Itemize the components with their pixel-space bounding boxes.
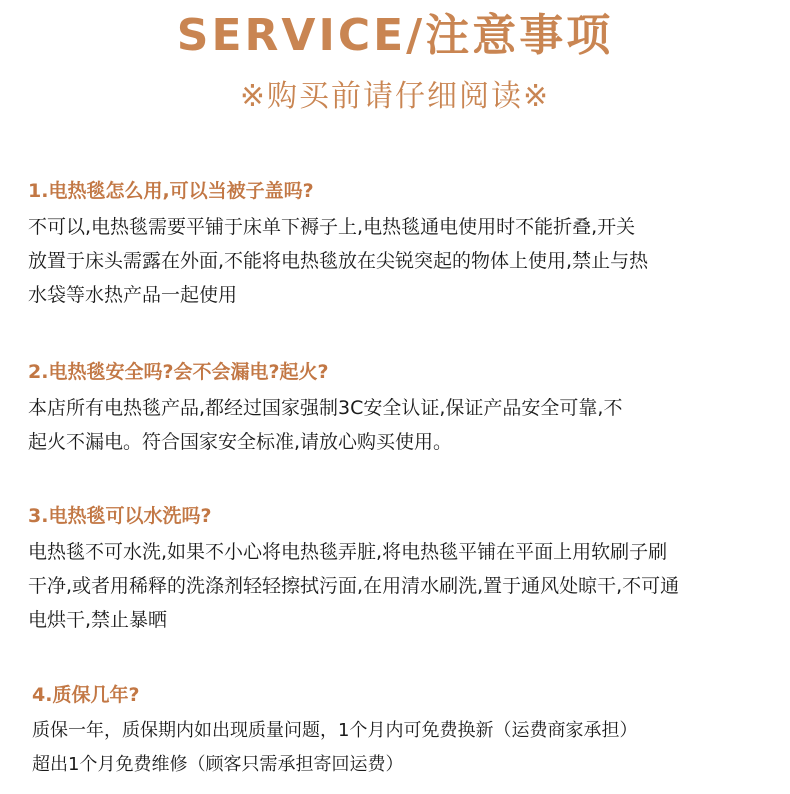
faq-answer [32,714,787,782]
faq-answer [28,535,783,637]
faq-question: 1.电热毯怎么用,可以当被子盖吗? [28,180,314,202]
faq-question: 2.电热毯安全吗?会不会漏电?起火? [28,361,329,383]
faq-item-4 [32,682,787,782]
answer-line: 电热毯不可水洗,如果不小心将电热毯弄脏,将电热毯平铺在平面上用软刷子刷 [28,541,668,563]
faq-question: 4.质保几年? [32,684,140,706]
page-subtitle: ※购买前请仔细阅读※ [239,79,551,114]
faq-question: 3.电热毯可以水洗吗? [28,505,212,527]
answer-line: 不可以,电热毯需要平铺于床单下褥子上,电热毯通电使用时不能折叠,开关 [28,216,636,238]
answer-line: 本店所有电热毯产品,都经过国家强制3C安全认证,保证产品安全可靠,不 [28,397,623,419]
answer-line: 起火不漏电。符合国家安全标准,请放心购买使用。 [28,431,453,453]
page-title: SERVICE/注意事项 [176,10,614,61]
faq-item-2 [28,359,783,459]
faq-item-1 [28,178,783,312]
answer-line: 超出1个月免费维修（顾客只需承担寄回运费） [32,754,404,775]
faq-item-3 [28,503,783,637]
answer-line: 质保一年，质保期内如出现质量问题，1个月内可免费换新（运费商家承担） [32,720,638,741]
answer-line: 电烘干,禁止暴晒 [28,609,168,631]
faq-answer [28,210,783,312]
faq-answer [28,391,783,459]
answer-line: 干净,或者用稀释的洗涤剂轻轻擦拭污面,在用清水刷洗,置于通风处晾干,不可通 [28,575,680,597]
answer-line: 放置于床头需露在外面,不能将电热毯放在尖锐突起的物体上使用,禁止与热 [28,250,649,272]
answer-line: 水袋等水热产品一起使用 [28,284,238,306]
